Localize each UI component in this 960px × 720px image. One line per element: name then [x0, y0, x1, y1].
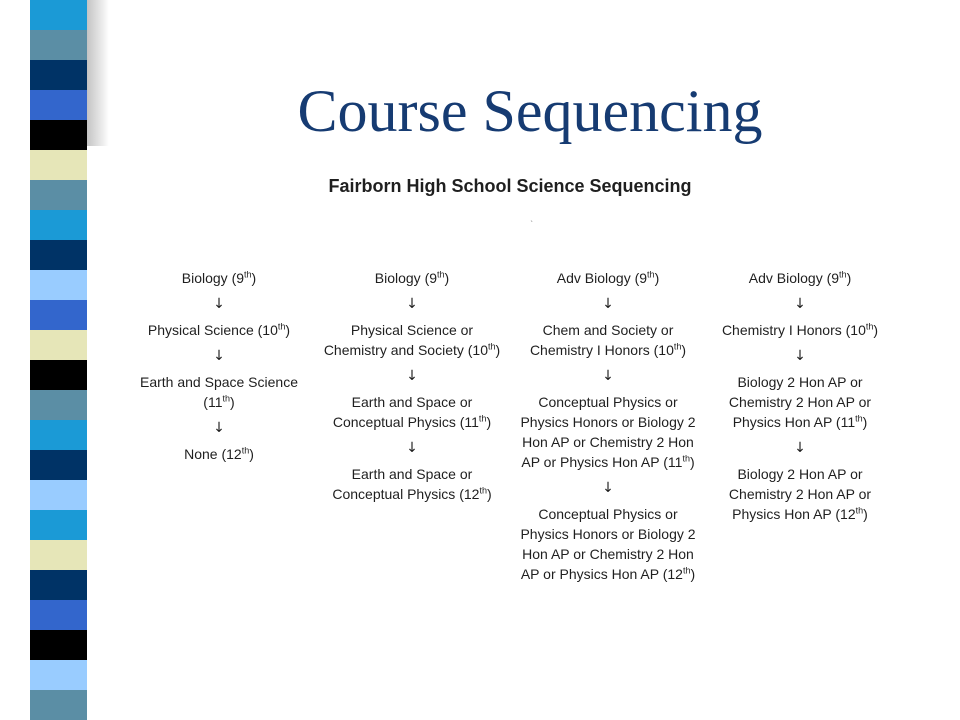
- stripe-segment: [30, 90, 87, 120]
- down-arrow-icon: ↓: [406, 296, 418, 312]
- course-step-text: Conceptual Physics or Physics Honors or Biology 2 Hon AP or Chemistry 2 Hon AP or Physics Hon AP (12: [520, 506, 696, 582]
- closing-paren: ): [486, 414, 492, 430]
- grade-ordinal-suffix: th: [839, 269, 847, 280]
- grade-ordinal-suffix: th: [855, 505, 864, 516]
- stripe-segment: [30, 240, 87, 270]
- course-step-text: Conceptual Physics or Physics Honors or Biology 2 Hon AP or Chemistry 2 Hon AP or Physics Hon AP (11: [520, 394, 696, 470]
- course-step-text: Biology 2 Hon AP or Chemistry 2 Hon AP or Physics Hon AP (12: [728, 466, 872, 522]
- course-step: [128, 444, 310, 464]
- course-step: [128, 372, 310, 412]
- stripe-segment: [30, 210, 87, 240]
- course-step: [517, 268, 699, 288]
- course-step: [321, 320, 503, 360]
- course-step-text: Biology (9: [374, 270, 438, 286]
- grade-ordinal-suffix: th: [241, 445, 250, 456]
- stripe-segment: [30, 300, 87, 330]
- course-step-text: Chemistry I Honors (10: [721, 322, 866, 338]
- slide-title: Course Sequencing: [297, 78, 763, 144]
- down-arrow-icon: ↓: [602, 480, 614, 496]
- course-step-text: Adv Biology (9: [748, 270, 840, 286]
- stripe-segment: [30, 630, 87, 660]
- sequence-column-1: [128, 268, 310, 464]
- closing-paren: ): [863, 506, 868, 522]
- stripe-segment: [30, 60, 87, 90]
- grade-ordinal-suffix: th: [222, 393, 231, 404]
- course-step-text: Physical Science or Chemistry and Society (10: [323, 322, 488, 358]
- down-arrow-icon: ↓: [794, 348, 806, 364]
- grade-ordinal-suffix: th: [437, 269, 445, 280]
- stripe-segment: [30, 180, 87, 210]
- grade-ordinal-suffix: th: [855, 413, 863, 424]
- course-step: [709, 372, 891, 432]
- closing-paren: ): [486, 486, 492, 502]
- closing-paren: ): [249, 446, 254, 462]
- course-step: [517, 504, 699, 584]
- closing-paren: ): [251, 270, 257, 286]
- closing-paren: ): [285, 322, 291, 338]
- course-step-text: Physical Science (10: [147, 322, 278, 338]
- stripe-segment: [30, 660, 87, 690]
- grade-ordinal-suffix: th: [478, 413, 487, 424]
- grade-ordinal-suffix: th: [673, 341, 682, 352]
- course-step: [128, 320, 310, 340]
- grade-ordinal-suffix: th: [277, 321, 286, 332]
- decorative-stripe-bar: [30, 0, 87, 720]
- stripe-segment: [30, 270, 87, 300]
- stripe-segment: [30, 120, 87, 150]
- grade-ordinal-suffix: th: [479, 485, 487, 496]
- down-arrow-icon: ↓: [406, 440, 418, 456]
- sequence-column-2: [321, 268, 503, 504]
- down-arrow-icon: ↓: [794, 296, 806, 312]
- course-step-text: Earth and Space or Conceptual Physics (12: [332, 466, 480, 502]
- course-step: [517, 320, 699, 360]
- decorative-shadow-strip: [87, 0, 109, 146]
- grade-ordinal-suffix: th: [647, 269, 655, 280]
- course-step-text: Biology (9: [181, 270, 245, 286]
- grade-ordinal-suffix: th: [865, 321, 874, 332]
- stripe-segment: [30, 420, 87, 450]
- course-step: [321, 268, 503, 288]
- stripe-segment: [30, 330, 87, 360]
- closing-paren: ): [873, 322, 879, 338]
- stripe-segment: [30, 0, 87, 30]
- stripe-segment: [30, 150, 87, 180]
- down-arrow-icon: ↓: [213, 296, 225, 312]
- sequence-heading: Fairborn High School Science Sequencing: [328, 176, 692, 196]
- closing-paren: ): [681, 342, 687, 358]
- stripe-segment: [30, 510, 87, 540]
- down-arrow-icon: ↓: [602, 368, 614, 384]
- course-step-text: Earth and Space Science (11: [140, 374, 298, 410]
- stripe-segment: [30, 360, 87, 390]
- course-step-text: Biology 2 Hon AP or Chemistry 2 Hon AP or Physics Hon AP (11: [728, 374, 872, 430]
- stripe-segment: [30, 390, 87, 420]
- sequence-column-3: [517, 268, 699, 584]
- course-step-text: Earth and Space or Conceptual Physics (11: [332, 394, 479, 430]
- down-arrow-icon: ↓: [602, 296, 614, 312]
- grade-ordinal-suffix: th: [682, 453, 690, 464]
- stripe-segment: [30, 600, 87, 630]
- course-step-text: Chem and Society or Chemistry I Honors (10: [529, 322, 674, 358]
- closing-paren: ): [690, 566, 696, 582]
- sequence-column-4: [709, 268, 891, 524]
- course-step: [709, 268, 891, 288]
- course-step: [709, 320, 891, 340]
- stripe-segment: [30, 450, 87, 480]
- course-step: [321, 392, 503, 432]
- closing-paren: ): [230, 394, 235, 410]
- closing-paren: ): [862, 414, 868, 430]
- stripe-segment: [30, 540, 87, 570]
- closing-paren: ): [444, 270, 450, 286]
- course-step-text: None (12: [184, 446, 242, 462]
- down-arrow-icon: ↓: [794, 440, 806, 456]
- course-step: [517, 392, 699, 472]
- closing-paren: ): [689, 454, 695, 470]
- course-step: [128, 268, 310, 288]
- stripe-segment: [30, 30, 87, 60]
- course-step-text: Adv Biology (9: [556, 270, 648, 286]
- stripe-segment: [30, 570, 87, 600]
- grade-ordinal-suffix: th: [244, 269, 252, 280]
- closing-paren: ): [846, 270, 852, 286]
- grade-ordinal-suffix: th: [488, 341, 496, 352]
- course-step: [321, 464, 503, 504]
- down-arrow-icon: ↓: [406, 368, 418, 384]
- down-arrow-icon: ↓: [213, 348, 225, 364]
- down-arrow-icon: ↓: [213, 420, 225, 436]
- stripe-segment: [30, 690, 87, 720]
- stripe-segment: [30, 480, 87, 510]
- stray-mark: `: [530, 220, 534, 229]
- closing-paren: ): [495, 342, 501, 358]
- closing-paren: ): [654, 270, 660, 286]
- grade-ordinal-suffix: th: [682, 565, 691, 576]
- course-step: [709, 464, 891, 524]
